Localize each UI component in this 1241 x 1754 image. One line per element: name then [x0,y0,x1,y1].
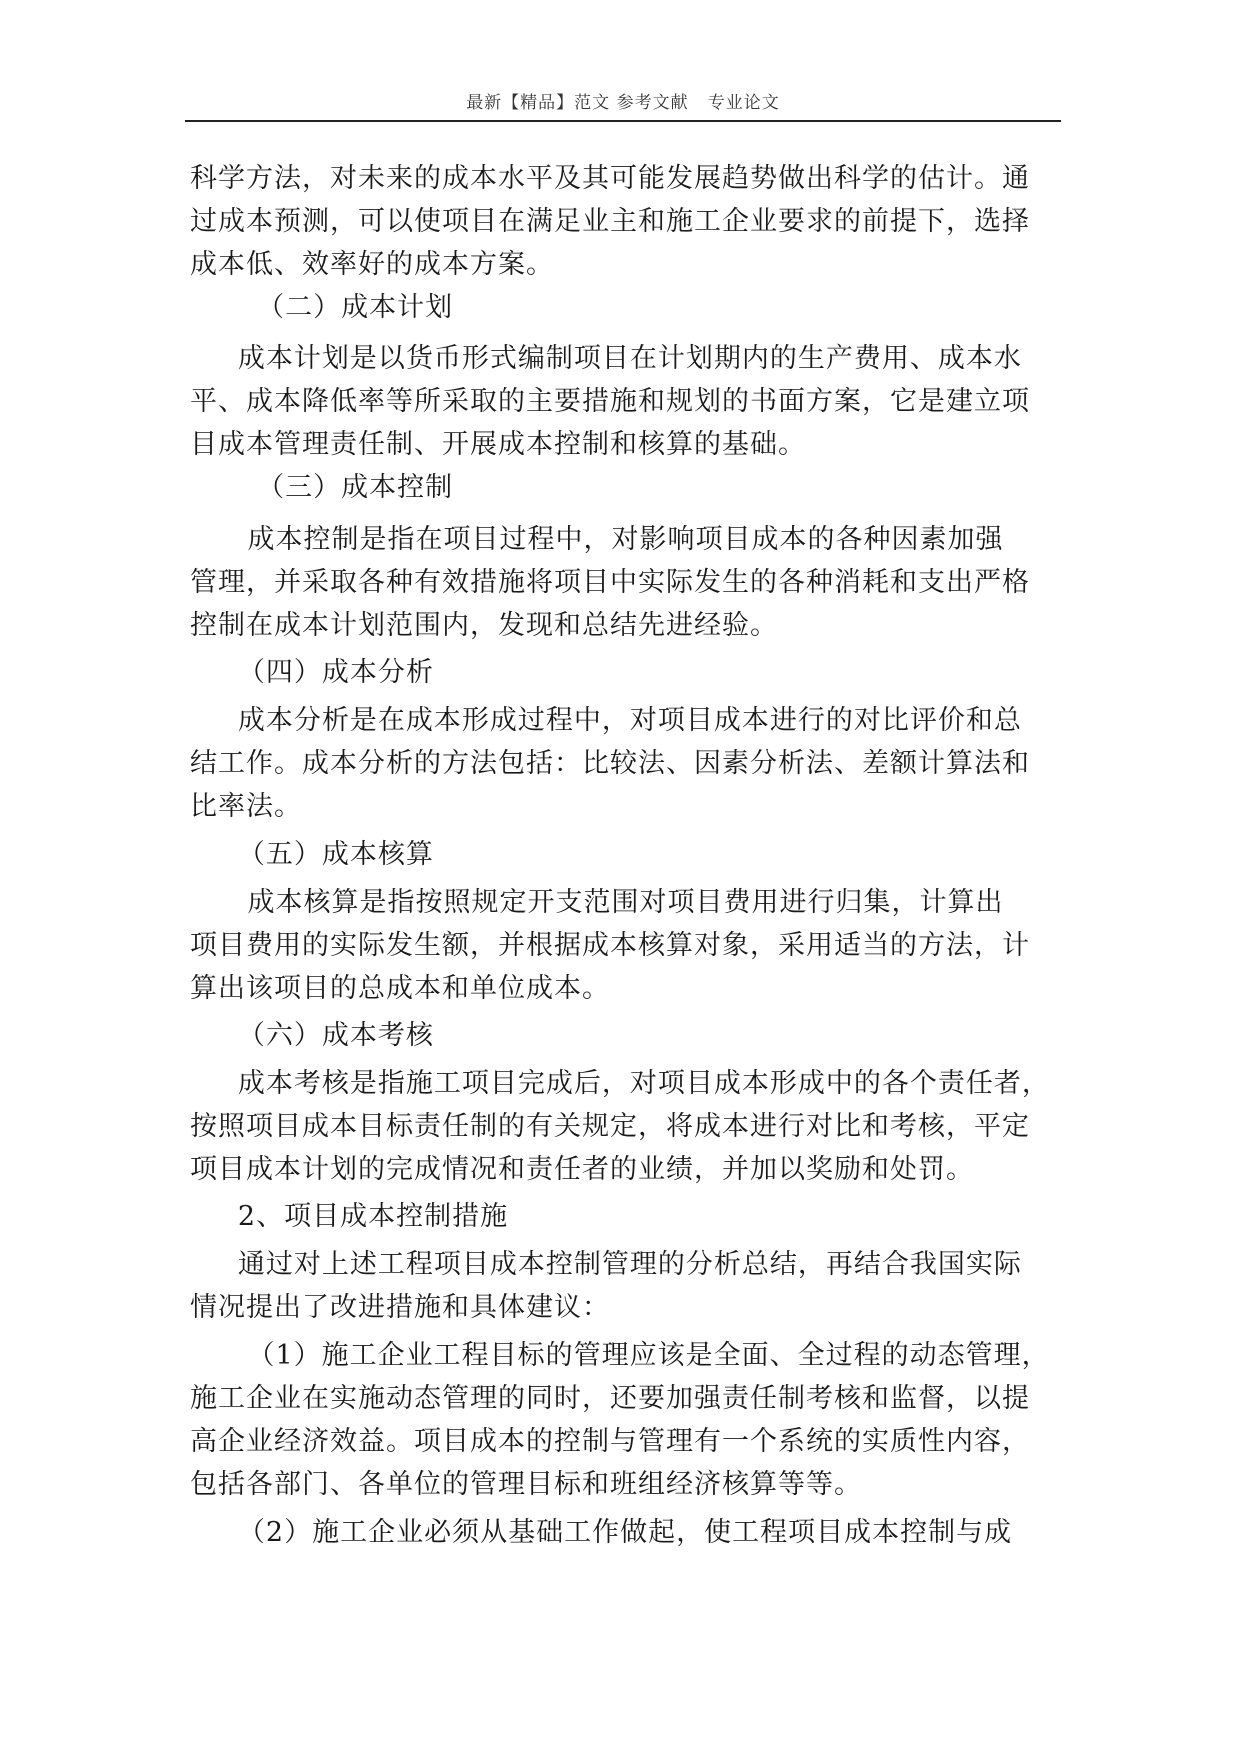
text-line: 按照项目成本目标责任制的有关规定，将成本进行对比和考核，平定 [190,1111,1030,1142]
page-header [185,82,1061,122]
text-line: 情况提出了改进措施和具体建议： [190,1292,610,1323]
text-line: 目成本管理责任制、开展成本控制和核算的基础。 [190,429,806,460]
text-line: 控制在成本计划范围内，发现和总结先进经验。 [190,610,778,641]
text-line: 施工企业在实施动态管理的同时，还要加强责任制考核和监督，以提 [190,1383,1030,1414]
header-text: 最新【精品】范文 参考文献 专业论文 [466,93,780,113]
text-line: 比率法。 [190,791,302,822]
text-line: 项目成本计划的完成情况和责任者的业绩，并加以奖励和处罚。 [190,1154,974,1185]
section-heading: （三）成本控制 [190,472,454,503]
text-line: 高企业经济效益。项目成本的控制与管理有一个系统的实质性内容， [190,1426,1030,1457]
section-heading: （二）成本计划 [190,292,454,323]
text-line: 平、成本降低率等所采取的主要措施和规划的书面方案，它是建立项 [190,386,1030,417]
text-line: 过成本预测，可以使项目在满足业主和施工企业要求的前提下，选择 [190,206,1030,237]
section-heading: （六）成本考核 [190,1020,434,1051]
text-line: 算出该项目的总成本和单位成本。 [190,973,610,1004]
text-line: 项目费用的实际发生额，并根据成本核算对象，采用适当的方法，计 [190,930,1030,961]
text-line: 成本计划是以货币形式编制项目在计划期内的生产费用、成本水 [190,343,1022,374]
text-line: 科学方法，对未来的成本水平及其可能发展趋势做出科学的估计。通 [190,163,1030,194]
text-line: 管理，并采取各种有效措施将项目中实际发生的各种消耗和支出严格 [190,567,1030,598]
text-line: 结工作。成本分析的方法包括：比较法、因素分析法、差额计算法和 [190,748,1030,779]
section-heading: （四）成本分析 [190,657,434,688]
text-line: （1）施工企业工程目标的管理应该是全面、全过程的动态管理， [190,1340,1050,1371]
text-line: 成本控制是指在项目过程中，对影响项目成本的各种因素加强 [190,524,1004,555]
section-heading: （五）成本核算 [190,839,434,870]
text-line: 成本分析是在成本形成过程中，对项目成本进行的对比评价和总 [190,705,1022,736]
section-heading: 2、项目成本控制措施 [190,1201,509,1232]
text-line: 成本核算是指按照规定开支范围对项目费用进行归集，计算出 [190,887,1004,918]
text-line: 成本低、效率好的成本方案。 [190,249,554,280]
text-line: 包括各部门、各单位的管理目标和班组经济核算等等。 [190,1469,862,1500]
text-line: 成本考核是指施工项目完成后，对项目成本形成中的各个责任者， [190,1068,1050,1099]
text-line: 通过对上述工程项目成本控制管理的分析总结，再结合我国实际 [190,1249,1022,1280]
text-line: （2）施工企业必须从基础工作做起，使工程项目成本控制与成 [190,1517,1013,1548]
